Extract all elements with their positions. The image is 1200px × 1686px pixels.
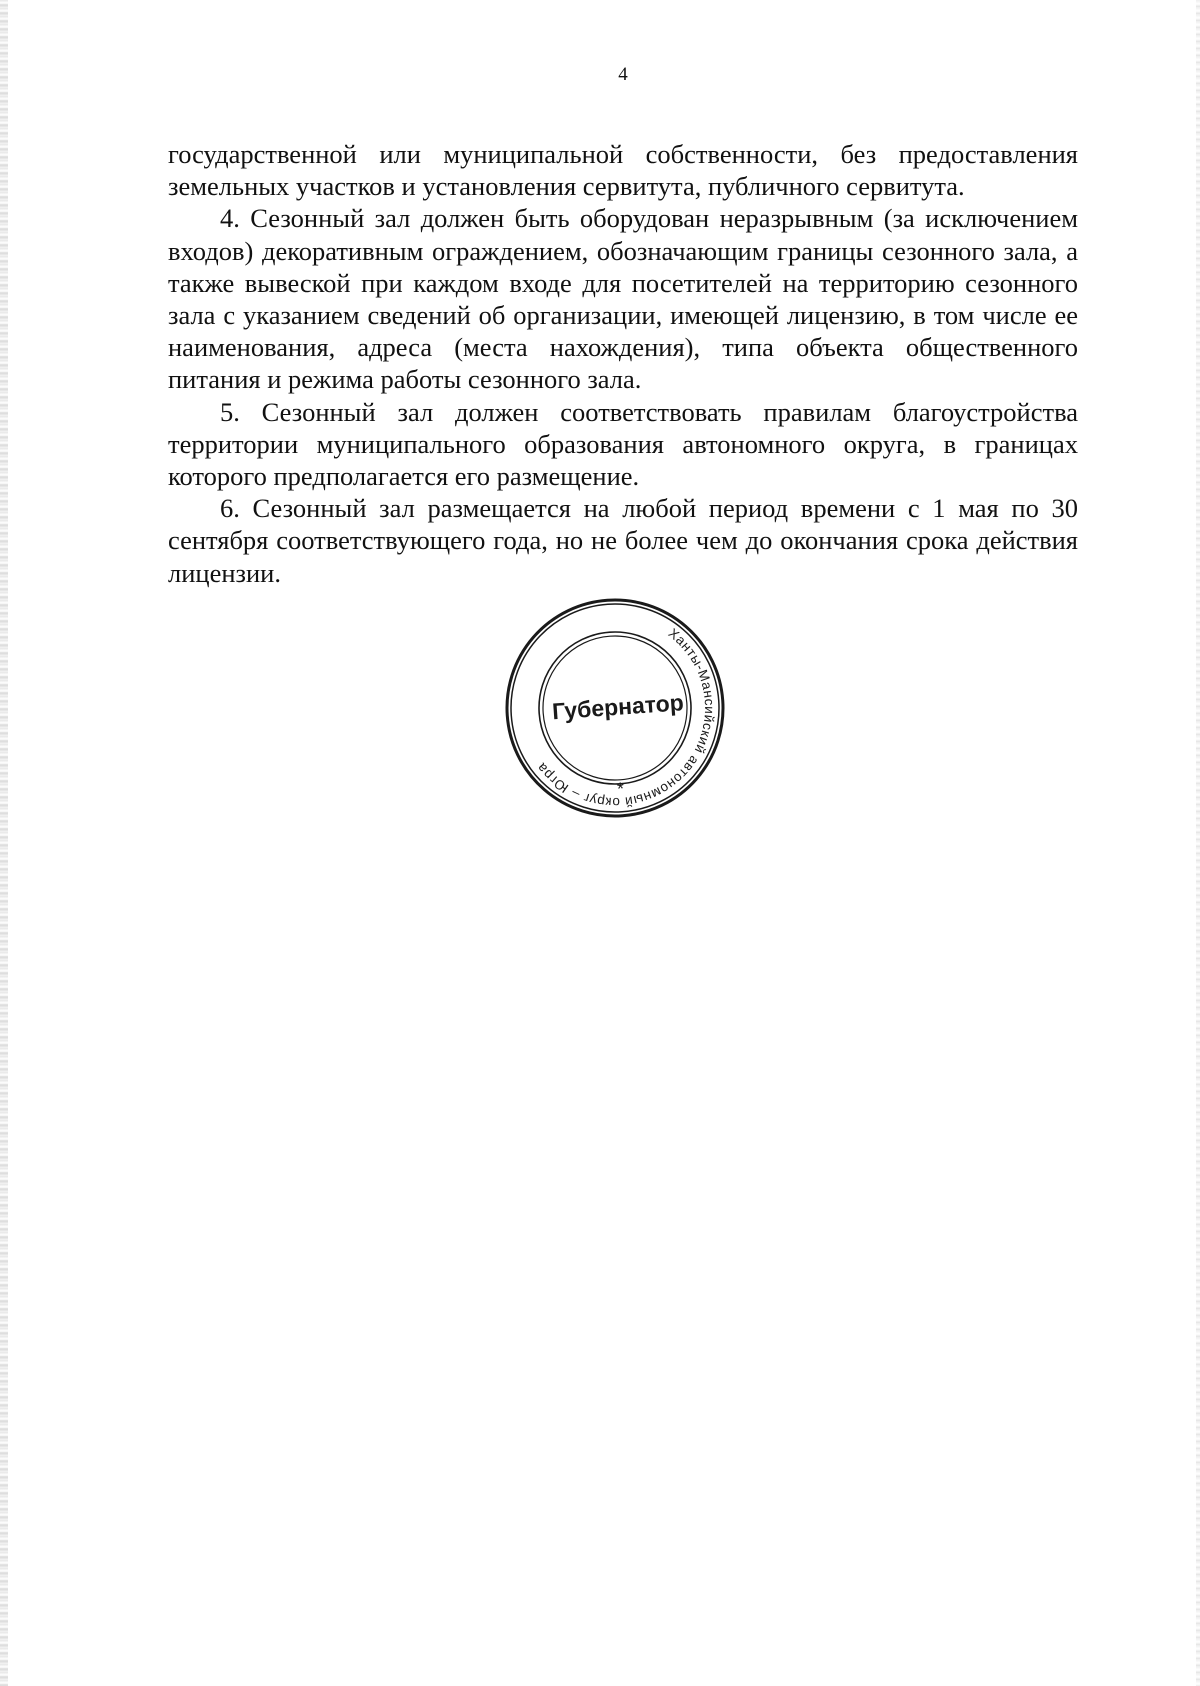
document-body xyxy=(168,138,1078,589)
paragraph-item-6: 6. Сезонный зал размещается на любой период времени с 1 мая по 30 сентября соответствующего года, но не более чем до окончания срока действия лицензии. xyxy=(168,493,1078,588)
paragraph-continuation: государственной или муниципальной собственности, без предоставления земельных участков и установления сервитута, публичного сервитута. xyxy=(168,139,1078,202)
paragraph-item-5: 5. Сезонный зал должен соответствовать правилам благоустройства территории муниципального образования автономного округа, в границах которого предполагается его размещение. xyxy=(168,396,1078,492)
page-number: 4 xyxy=(618,64,628,85)
scan-edge-right xyxy=(1196,0,1200,1686)
seal-star: * xyxy=(616,778,625,800)
seal-center-text: Губернатор xyxy=(551,689,685,725)
paragraph-item-4: 4. Сезонный зал должен быть оборудован неразрывным (за исключением входов) декоративным ограждением, обозначающим границы сезонного зала, а также вывеской при каждом входе для посетителей на территорию сезонного зала с указанием сведений об организации, имеющей лицензию, в том числе ее наименования, адреса (места нахождения), типа объекта общественного питания и режима работы сезонного зала. xyxy=(168,203,1078,395)
seal-ring-text: Ханты-Мансийский автономный округ – Югра xyxy=(533,625,718,811)
scan-edge-left xyxy=(0,0,8,1686)
governor-seal xyxy=(502,595,728,821)
